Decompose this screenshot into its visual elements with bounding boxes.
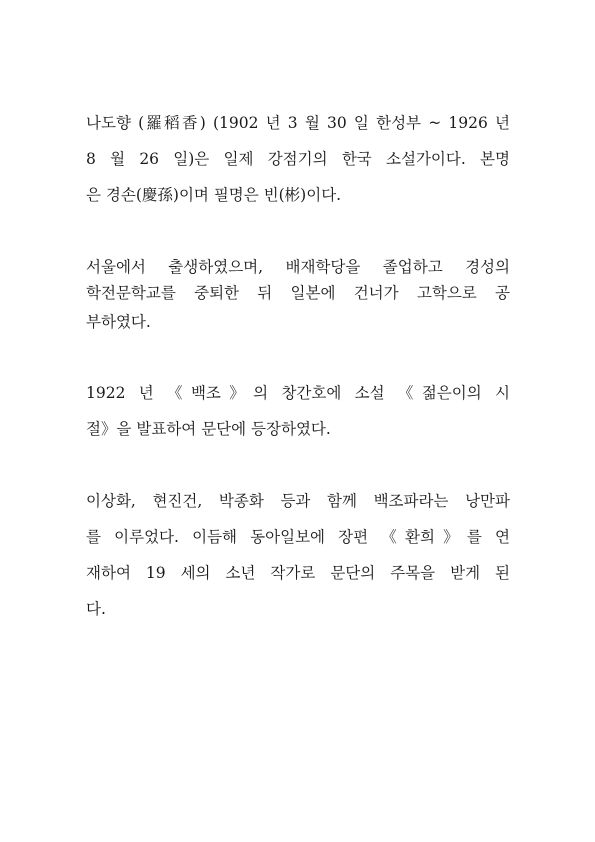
paragraph-3-line-2: 절》을 발표하여 문단에 등장하였다. <box>86 420 331 438</box>
paragraph-2-line-2: 학전문학교를 중퇴한 뒤 일본에 건너가 고학으로 공 <box>86 284 510 302</box>
paragraph-1-line-2: 8 월 26 일)은 일제 강점기의 한국 소설가이다. 본명 <box>86 150 510 168</box>
paragraph-2-line-1: 서울에서 출생하였으며, 배재학당을 졸업하고 경성의 <box>86 258 510 276</box>
paragraph-3-line-1: 1922 년 《백조》의 창간호에 소설 《젊은이의 시 <box>86 384 510 402</box>
paragraph-1-line-1: 나도향 (羅稻香) (1902 년 3 월 30 일 한성부 ~ 1926 년 <box>86 114 510 132</box>
paragraph-4-line-1: 이상화, 현진건, 박종화 등과 함께 백조파라는 낭만파 <box>86 492 510 510</box>
paragraph-4-line-2: 를 이루었다. 이듬해 동아일보에 장편 《환희》를 연 <box>86 528 510 546</box>
paragraph-1-line-3: 은 경손(慶孫)이며 필명은 빈(彬)이다. <box>86 186 342 204</box>
paragraph-2-line-3: 부하였다. <box>86 313 151 331</box>
paragraph-4-line-4: 다. <box>86 600 106 618</box>
paragraph-4-line-3: 재하여 19 세의 소년 작가로 문단의 주목을 받게 된 <box>86 564 510 582</box>
